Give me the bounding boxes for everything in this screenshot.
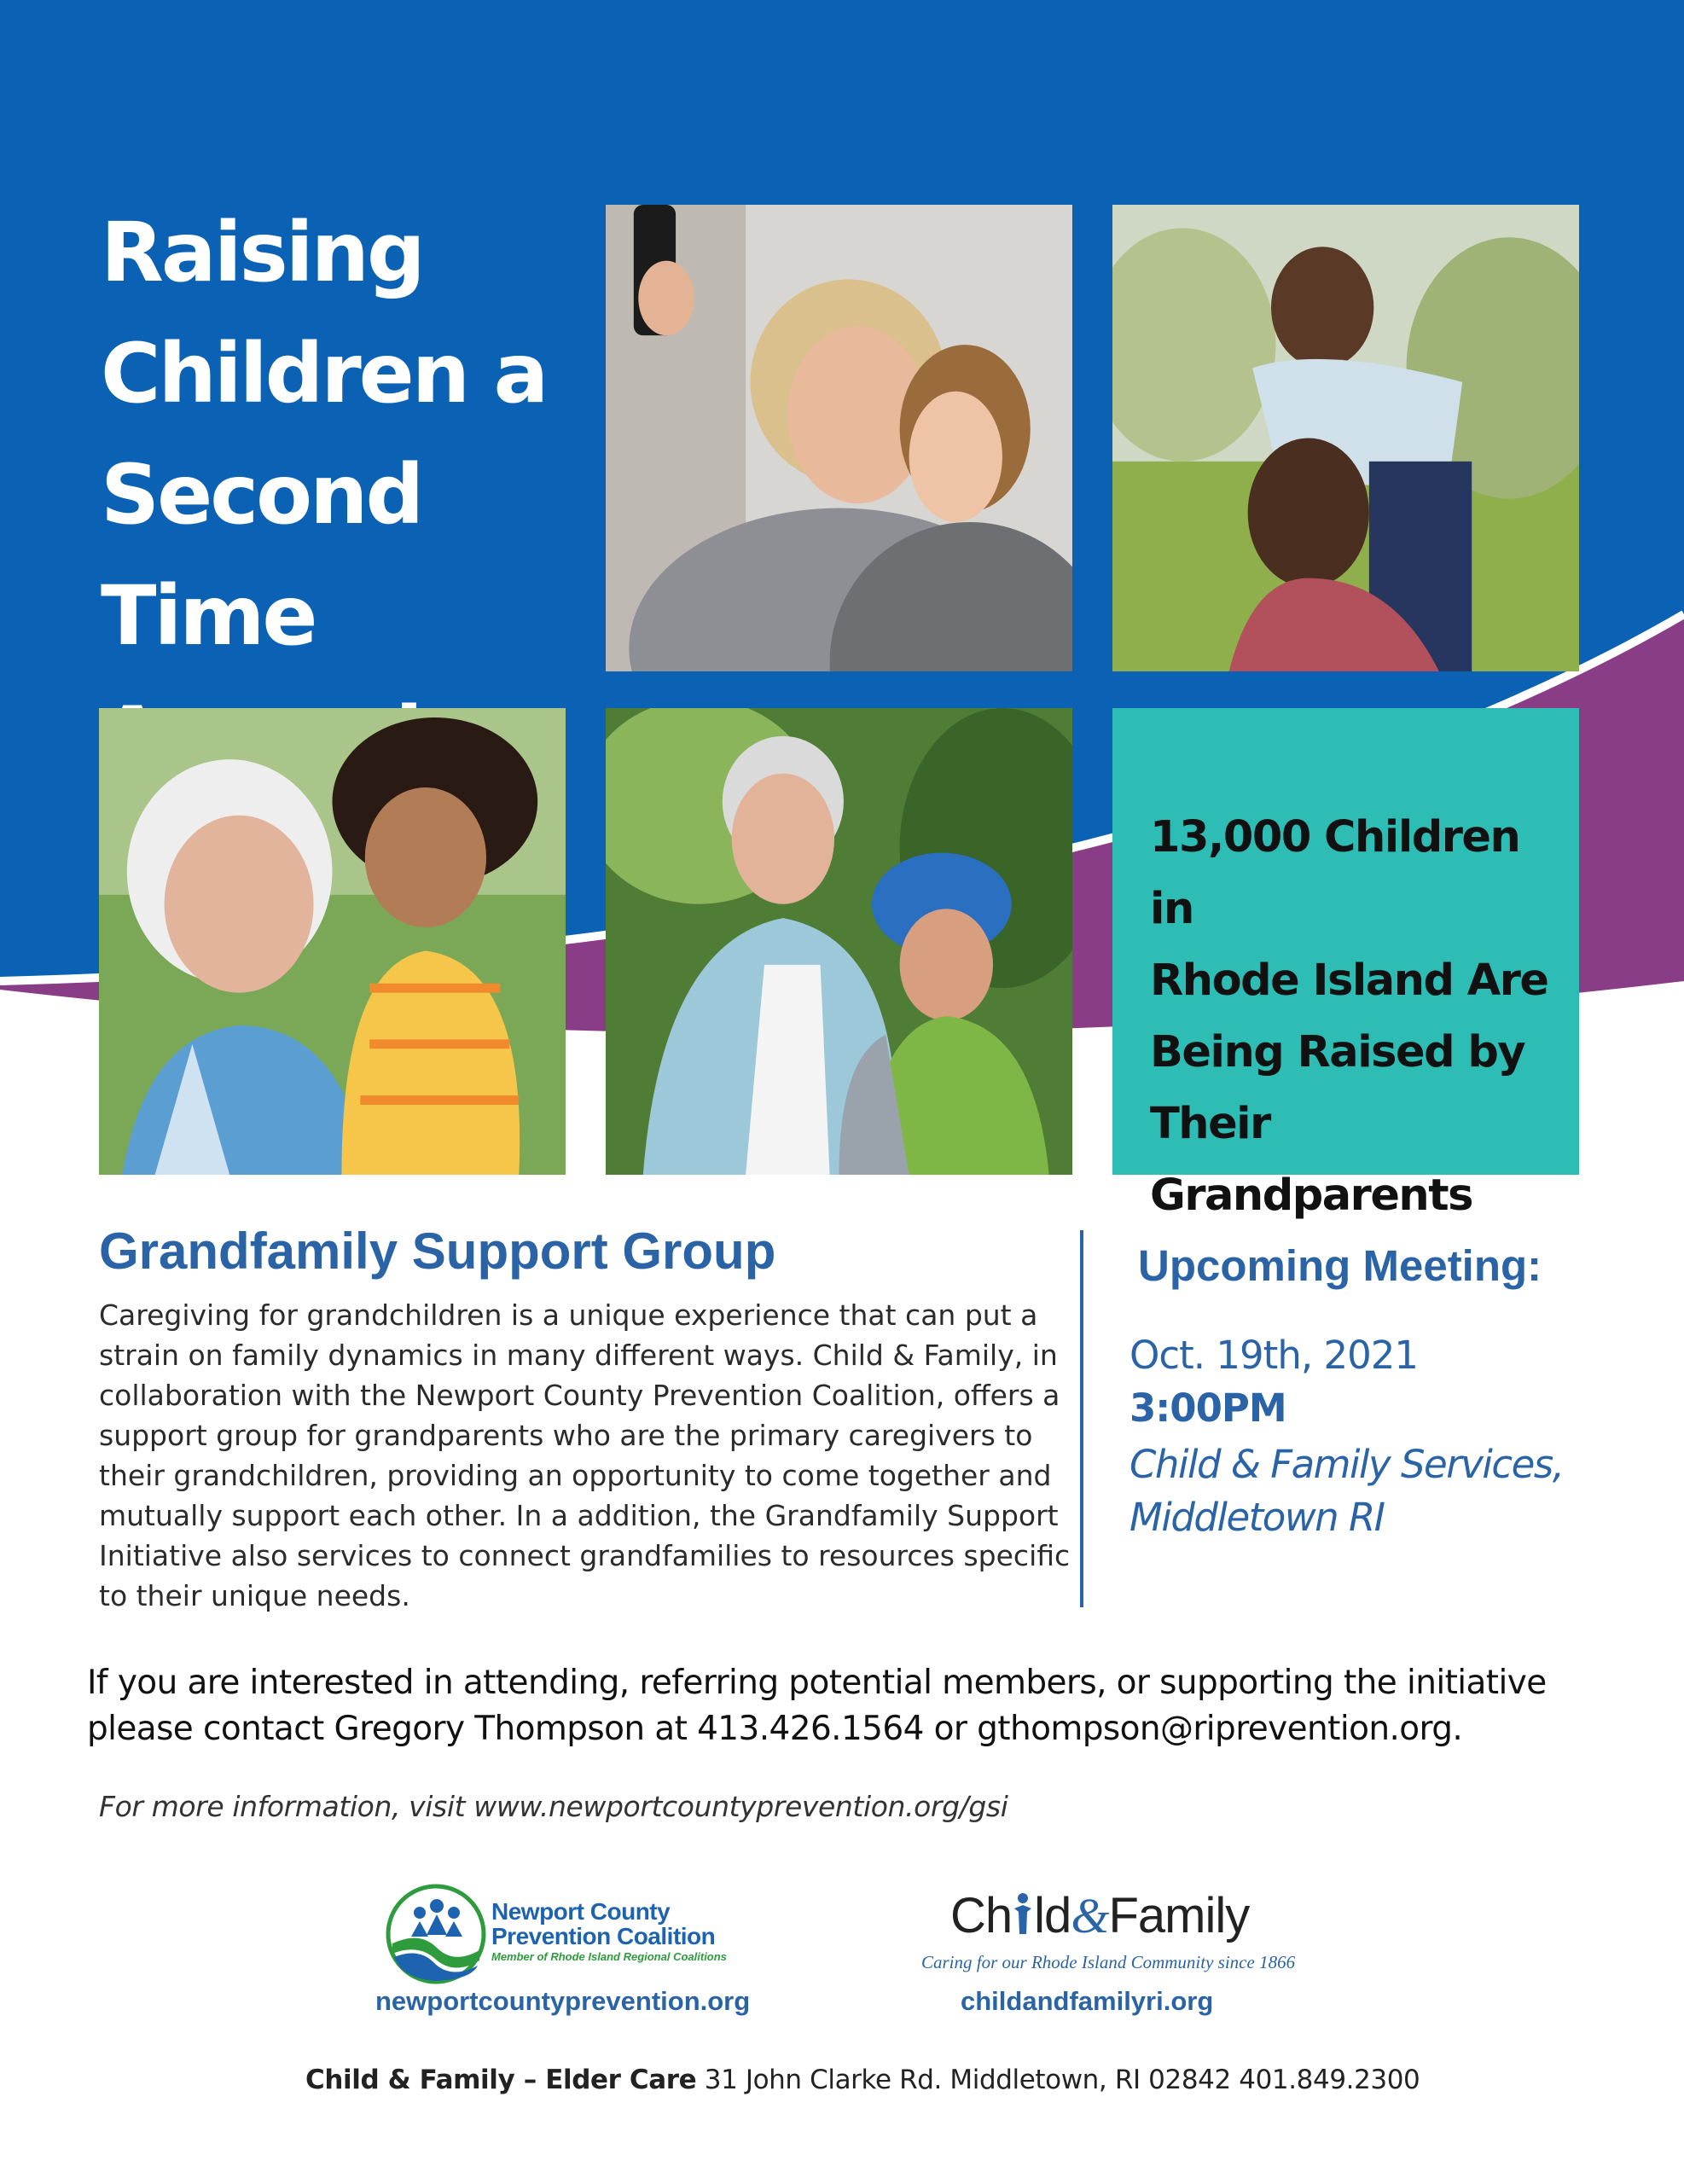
child-family-url-link[interactable]: childandfamilyri.org: [961, 1986, 1214, 2016]
ncpc-logo: Newport County Prevention Coalition Member of Rhode Island Regional Coalitions: [386, 1884, 761, 1986]
child-family-wordmark: Ch ld&Family: [950, 1888, 1250, 1943]
group-title: Grandfamily Support Group: [99, 1223, 776, 1280]
meeting-title: Upcoming Meeting:: [1138, 1241, 1542, 1290]
photo-grandfather-bike: [606, 708, 1072, 1175]
more-info-link[interactable]: For more information, visit www.newportcountyprevention.org/gsi: [99, 1790, 1008, 1823]
contact-info: If you are interested in attending, referring potential members, or supporting the initiative please contact Gregory Thompson at 413.426.1564 or gthompson@riprevention.org.: [87, 1664, 1547, 1748]
section-divider: [1080, 1230, 1083, 1607]
stat-line: Their Grandparents: [1150, 1099, 1472, 1221]
stat-line: Being Raised by: [1150, 1027, 1525, 1077]
photo-grandmother-selfie: [606, 205, 1072, 671]
hero-title: Raising Children a Second Time: [101, 205, 547, 664]
meeting-date: Oct. 19th, 2021: [1129, 1333, 1418, 1378]
photo-grandmother-toddler: [99, 708, 566, 1175]
photo-grandfather-boy: [1112, 205, 1579, 671]
child-family-logo: [921, 1887, 1314, 1972]
group-description: Caregiving for grandchildren is a unique experience that can put a strain on family dynamics in many different ways. Child & Family, in collaboration with the Newport County Prevention Coalition, offers a support group for grandparents who are the primary caregivers to their grandchildren, providing an opportunity to come together and mutually support each other. In a addition, the Grandfamily Support Initiative also services to connect grandfamilies to resources specific to their unique needs.: [99, 1298, 1071, 1612]
stat-box: [1112, 708, 1579, 1221]
ncpc-emblem-icon: [386, 1884, 486, 1984]
child-family-tagline: Caring for our Rhode Island Community since 1866: [921, 1952, 1296, 1972]
ncpc-url-link[interactable]: newportcountyprevention.org: [375, 1986, 751, 2016]
child-figure-icon: [1012, 1891, 1034, 1936]
footer-address: Child & Family – Elder Care 31 John Clarke Rd. Middletown, RI 02842 401.849.2300: [305, 2065, 1420, 2095]
stat-line: Rhode Island Are: [1150, 956, 1548, 1006]
meeting-time: 3:00PM: [1129, 1385, 1286, 1431]
meeting-location: Child & Family Services, Middletown RI: [1129, 1442, 1564, 1540]
stat-line: 13,000 Children in: [1150, 812, 1520, 934]
